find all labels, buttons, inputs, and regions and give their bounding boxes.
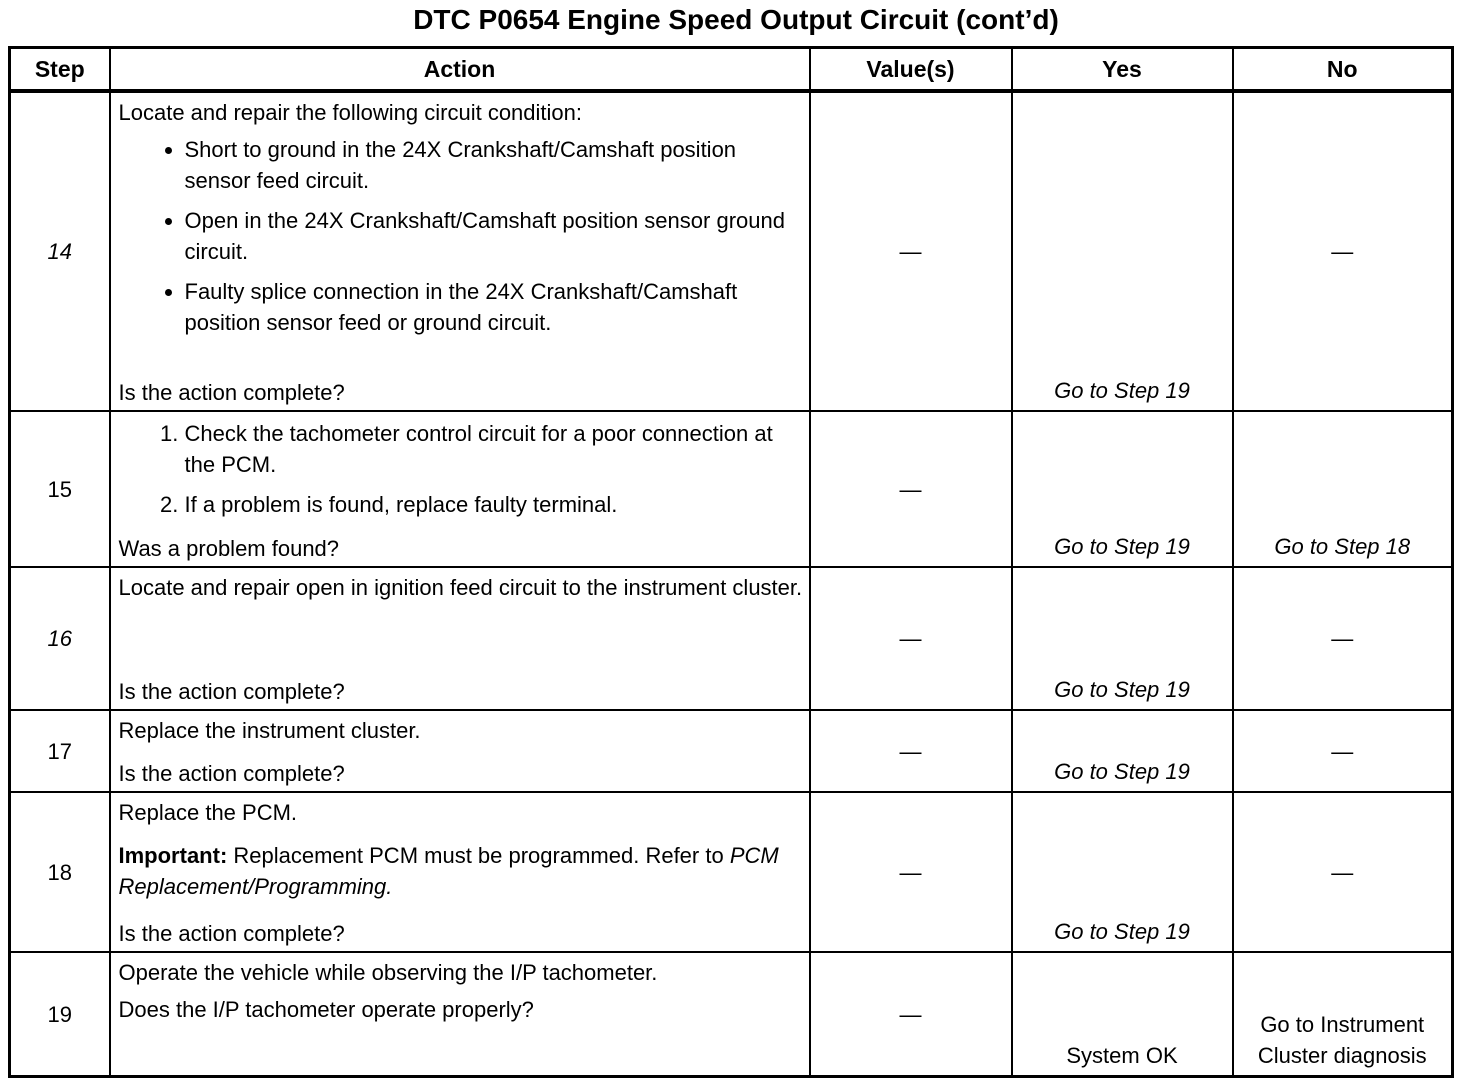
action-cell xyxy=(110,91,810,411)
yes-goto: Go to Step 19 xyxy=(1054,919,1190,944)
yes-cell xyxy=(1012,952,1233,1077)
step-number: 17 xyxy=(10,710,110,792)
yes-result: System OK xyxy=(1066,1043,1178,1068)
list-item: 1. Check the tachometer control circuit for a poor connection at the PCM. xyxy=(185,418,807,480)
action-intro: Locate and repair the following circuit condition: xyxy=(118,100,582,125)
value-cell: — xyxy=(810,710,1012,792)
action-question: Was a problem found? xyxy=(118,536,340,561)
value-cell: — xyxy=(810,952,1012,1077)
no-dash: — xyxy=(1331,859,1354,885)
no-cell xyxy=(1233,91,1453,411)
step-number: 15 xyxy=(10,411,110,567)
header-step: Step xyxy=(10,48,110,92)
header-action: Action xyxy=(110,48,810,92)
procedure-list xyxy=(119,418,807,529)
action-question: Is the action complete? xyxy=(118,679,345,704)
no-dash: — xyxy=(1331,239,1354,264)
list-item: 2. If a problem is found, replace faulty terminal. xyxy=(185,489,807,520)
action-intro: Operate the vehicle while observing the I/P tachometer. xyxy=(118,960,658,985)
important-text: Replacement PCM must be programmed. Refer to xyxy=(233,843,724,868)
step-number: 19 xyxy=(10,952,110,1077)
yes-cell xyxy=(1012,567,1233,710)
table-row xyxy=(10,91,1453,411)
action-cell xyxy=(110,411,810,567)
yes-cell xyxy=(1012,91,1233,411)
list-item: • Short to ground in the 24X Crankshaft/Camshaft position sensor feed circuit. xyxy=(185,134,807,196)
table-row xyxy=(10,567,1453,710)
condition-list xyxy=(119,134,807,338)
table-header-row xyxy=(10,48,1453,92)
step-number: 16 xyxy=(10,567,110,710)
table-row xyxy=(10,952,1453,1077)
no-cell xyxy=(1233,411,1453,567)
action-intro: Replace the instrument cluster. xyxy=(118,718,421,743)
yes-goto: Go to Step 19 xyxy=(1054,378,1190,403)
action-cell xyxy=(110,567,810,710)
list-item: • Open in the 24X Crankshaft/Camshaft position sensor ground circuit. xyxy=(185,205,807,267)
table-row xyxy=(10,792,1453,952)
header-values: Value(s) xyxy=(810,48,1012,92)
no-dash: — xyxy=(1331,738,1354,764)
yes-goto: Go to Step 19 xyxy=(1054,759,1190,784)
no-cell xyxy=(1233,792,1453,952)
value-cell: — xyxy=(810,792,1012,952)
page-title: DTC P0654 Engine Speed Output Circuit (cont’d) xyxy=(413,4,1059,35)
step-number: 18 xyxy=(10,792,110,952)
important-reference: PCM Replacement/Programming. xyxy=(118,843,779,899)
action-question: Does the I/P tachometer operate properly? xyxy=(118,997,534,1022)
value-cell: — xyxy=(810,567,1012,710)
action-cell xyxy=(110,952,810,1077)
action-intro: Replace the PCM. xyxy=(118,800,298,825)
no-goto: Go to Step 18 xyxy=(1274,534,1411,559)
action-question: Is the action complete? xyxy=(118,380,345,405)
list-item: • Faulty splice connection in the 24X Crankshaft/Camshaft position sensor feed or ground circuit. xyxy=(185,276,807,338)
no-cell xyxy=(1233,710,1453,792)
value-cell: — xyxy=(810,91,1012,411)
no-goto: Go to Instrument Cluster diagnosis xyxy=(1257,1012,1427,1068)
step-number: 14 xyxy=(10,91,110,411)
action-cell xyxy=(110,710,810,792)
yes-goto: Go to Step 19 xyxy=(1054,677,1190,702)
header-yes: Yes xyxy=(1012,48,1233,92)
action-intro: Locate and repair open in ignition feed circuit to the instrument cluster. xyxy=(118,575,803,600)
table-row xyxy=(10,710,1453,792)
yes-cell xyxy=(1012,411,1233,567)
yes-cell xyxy=(1012,792,1233,952)
table-row xyxy=(10,411,1453,567)
value-cell: — xyxy=(810,411,1012,567)
header-no: No xyxy=(1233,48,1453,92)
yes-goto: Go to Step 19 xyxy=(1054,534,1190,559)
no-cell xyxy=(1233,952,1453,1077)
action-cell xyxy=(110,792,810,952)
no-cell xyxy=(1233,567,1453,710)
important-label: Important: xyxy=(118,843,228,868)
diagnostic-table xyxy=(8,46,1454,1078)
important-note xyxy=(119,840,807,902)
no-dash: — xyxy=(1331,626,1354,651)
action-question: Is the action complete? xyxy=(118,921,345,946)
yes-cell xyxy=(1012,710,1233,792)
action-question: Is the action complete? xyxy=(118,761,345,786)
